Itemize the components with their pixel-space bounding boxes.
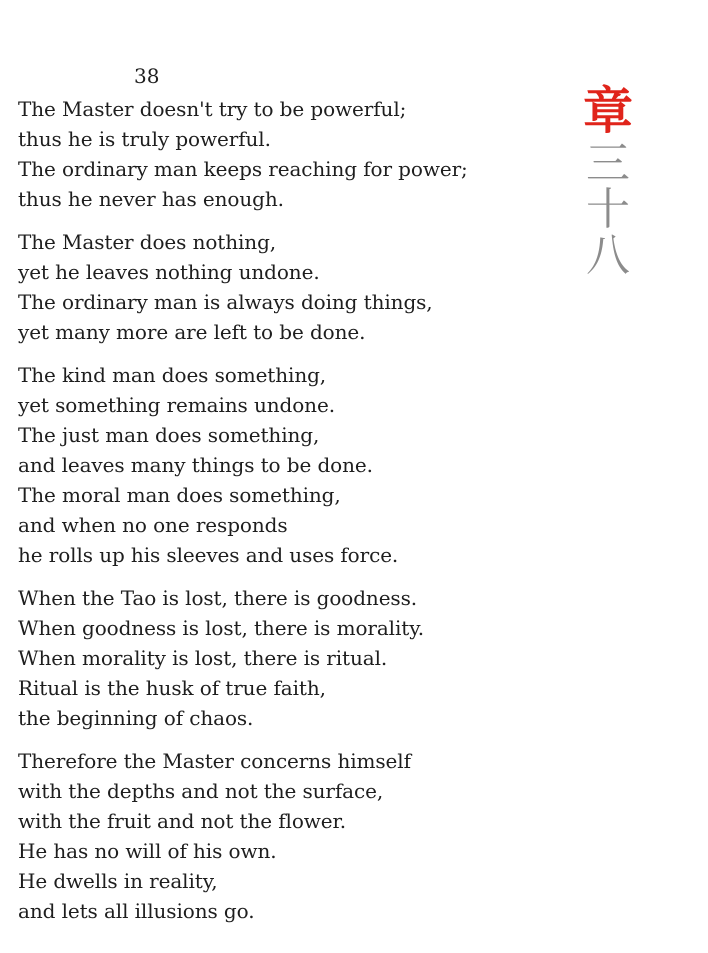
poem-line: When morality is lost, there is ritual. — [18, 646, 388, 670]
poem-line: he rolls up his sleeves and uses force. — [18, 543, 399, 567]
poem-line: The ordinary man is always doing things, — [18, 290, 433, 314]
poem-line: Ritual is the husk of true faith, — [18, 676, 326, 700]
poem-line: yet he leaves nothing undone. — [18, 260, 320, 284]
poem-line: the beginning of chaos. — [18, 706, 254, 730]
stanza-4 — [18, 583, 558, 733]
stanza-5 — [18, 746, 558, 926]
numeral-three-character: 三 — [586, 138, 630, 189]
poem — [18, 94, 558, 939]
poem-line: When goodness is lost, there is morality. — [18, 616, 425, 640]
poem-line: thus he is truly powerful. — [18, 127, 271, 151]
chapter-character: 章 — [583, 81, 633, 140]
poem-line: He has no will of his own. — [18, 839, 277, 863]
poem-line: He dwells in reality, — [18, 869, 218, 893]
poem-line: The kind man does something, — [18, 363, 327, 387]
poem-line: with the fruit and not the flower. — [18, 809, 347, 833]
poem-line: and leaves many things to be done. — [18, 453, 373, 477]
poem-line: yet something remains undone. — [18, 393, 335, 417]
poem-line: The Master does nothing, — [18, 230, 277, 254]
poem-line: The ordinary man keeps reaching for power; — [18, 157, 468, 181]
stanza-3 — [18, 360, 558, 570]
page-number: 38 — [134, 64, 160, 88]
chapter-number-calligraphy — [578, 81, 638, 281]
poem-line: Therefore the Master concerns himself — [18, 749, 411, 773]
poem-line: The moral man does something, — [18, 483, 341, 507]
numeral-eight-character: 八 — [586, 230, 630, 281]
poem-line: yet many more are left to be done. — [18, 320, 366, 344]
poem-line: The just man does something, — [18, 423, 320, 447]
poem-line: thus he never has enough. — [18, 187, 284, 211]
poem-line: with the depths and not the surface, — [18, 779, 384, 803]
poem-line: When the Tao is lost, there is goodness. — [18, 586, 418, 610]
poem-line: The Master doesn't try to be powerful; — [18, 97, 407, 121]
poem-line: and when no one responds — [18, 513, 288, 537]
poem-line: and lets all illusions go. — [18, 899, 255, 923]
numeral-ten-character: 十 — [586, 184, 630, 235]
stanza-1 — [18, 94, 558, 214]
stanza-2 — [18, 227, 558, 347]
